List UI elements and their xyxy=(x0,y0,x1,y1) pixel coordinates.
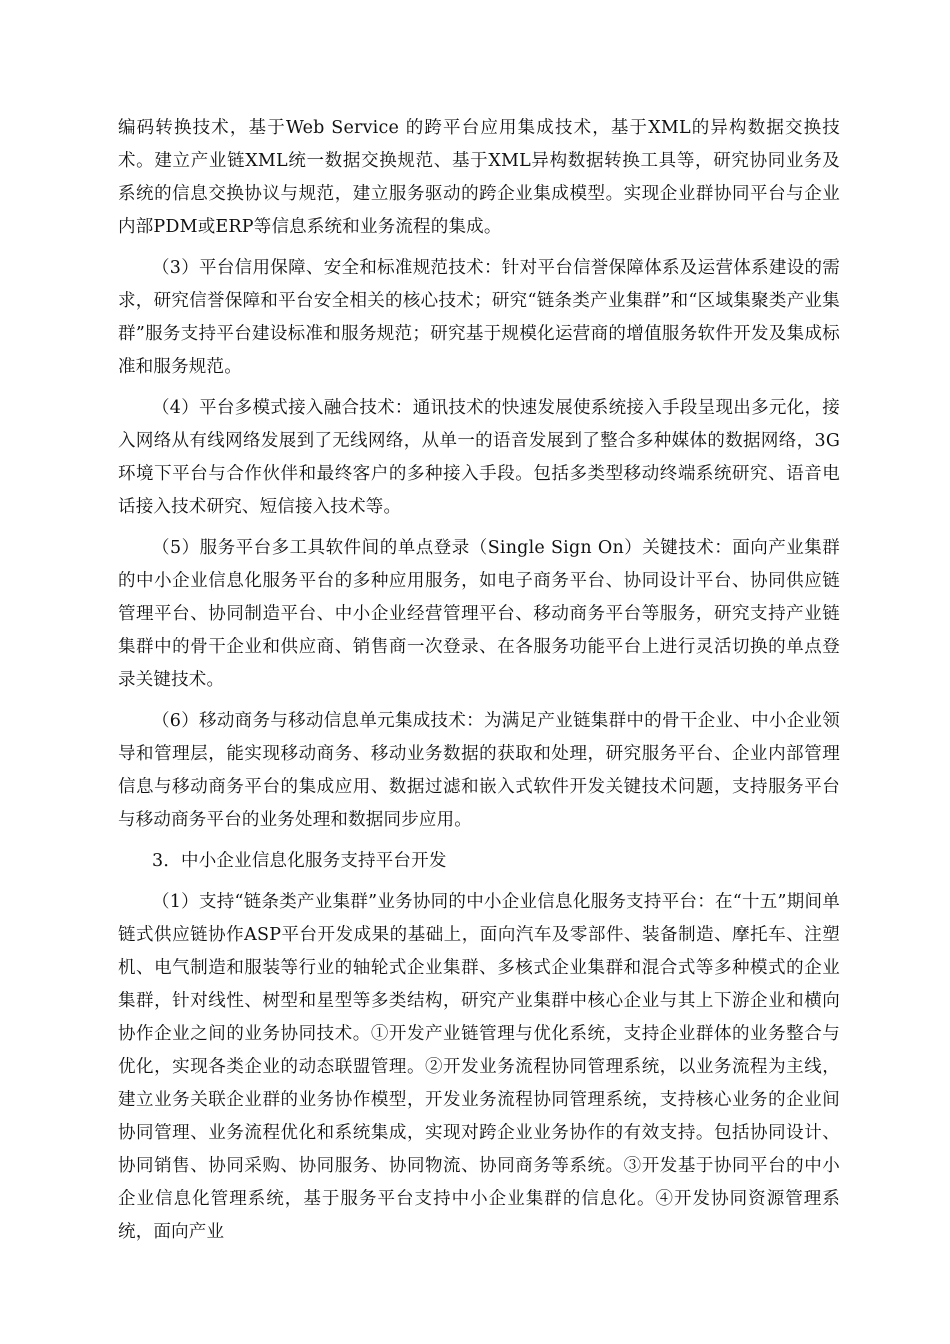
paragraph-item-1: （1）支持“链条类产业集群”业务协同的中小企业信息化服务支持平台：在“十五”期间单链式供应链协作ASP平台开发成果的基础上，面向汽车及零部件、装备制造、摩托车、注塑机、电气制造和服装等行业的轴轮式企业集群、多核式企业集群和混合式等多种模式的企业集群，针对线性、树型和星型等多类结构，研究产业集群中核心企业与其上下游企业和横向协作企业之间的业务协同技术。①开发产业链管理与优化系统，支持企业群体的业务整合与优化，实现各类企业的动态联盟管理。②开发业务流程协同管理系统，以业务流程为主线，建立业务关联企业群的业务协作模型，开发业务流程协同管理系统，支持核心业务的企业间协同管理、业务流程优化和系统集成，实现对跨企业业务协作的有效支持。包括协同设计、协同销售、协同采购、协同服务、协同物流、协同商务等系统。③开发基于协同平台的中小企业信息化管理系统，基于服务平台支持中小企业集群的信息化。④开发协同资源管理系统，面向产业 xyxy=(118,892,840,1242)
paragraph-item-3: （3）平台信用保障、安全和标准规范技术：针对平台信誉保障体系及运营体系建设的需求，研究信誉保障和平台安全相关的核心技术；研究“链条类产业集群”和“区域集聚类产业集群”服务支持平台建设标准和服务规范；研究基于规模化运营商的增值服务软件开发及集成标准和服务规范。 xyxy=(118,258,840,377)
paragraph-item-5: （5）服务平台多工具软件间的单点登录（Single Sign On）关键技术：面向产业集群的中小企业信息化服务平台的多种应用服务，如电子商务平台、协同设计平台、协同供应链管理平台、协同制造平台、中小企业经营管理平台、移动商务平台等服务，研究支持产业链集群中的骨干企业和供应商、销售商一次登录、在各服务功能平台上进行灵活切换的单点登录关键技术。 xyxy=(118,538,840,690)
section-heading: 3．中小企业信息化服务支持平台开发 xyxy=(152,851,447,871)
paragraph-continued: 编码转换技术，基于Web Service 的跨平台应用集成技术，基于XML的异构数据交换技术。建立产业链XML统一数据交换规范、基于XML异构数据转换工具等，研究协同业务及系统的信息交换协议与规范，建立服务驱动的跨企业集成模型。实现企业群协同平台与企业内部PDM或ERP等信息系统和业务流程的集成。 xyxy=(118,118,840,237)
paragraph-item-6: （6）移动商务与移动信息单元集成技术：为满足产业链集群中的骨干企业、中小企业领导和管理层，能实现移动商务、移动业务数据的获取和处理，研究服务平台、企业内部管理信息与移动商务平台的集成应用、数据过滤和嵌入式软件开发关键技术问题，支持服务平台与移动商务平台的业务处理和数据同步应用。 xyxy=(118,711,840,830)
document-body xyxy=(118,112,840,1257)
paragraph-item-4: （4）平台多模式接入融合技术：通讯技术的快速发展使系统接入手段呈现出多元化，接入网络从有线网络发展到了无线网络，从单一的语音发展到了整合多种媒体的数据网络，3G环境下平台与合作伙伴和最终客户的多种接入手段。包括多类型移动终端系统研究、语音电话接入技术研究、短信接入技术等。 xyxy=(118,398,840,517)
